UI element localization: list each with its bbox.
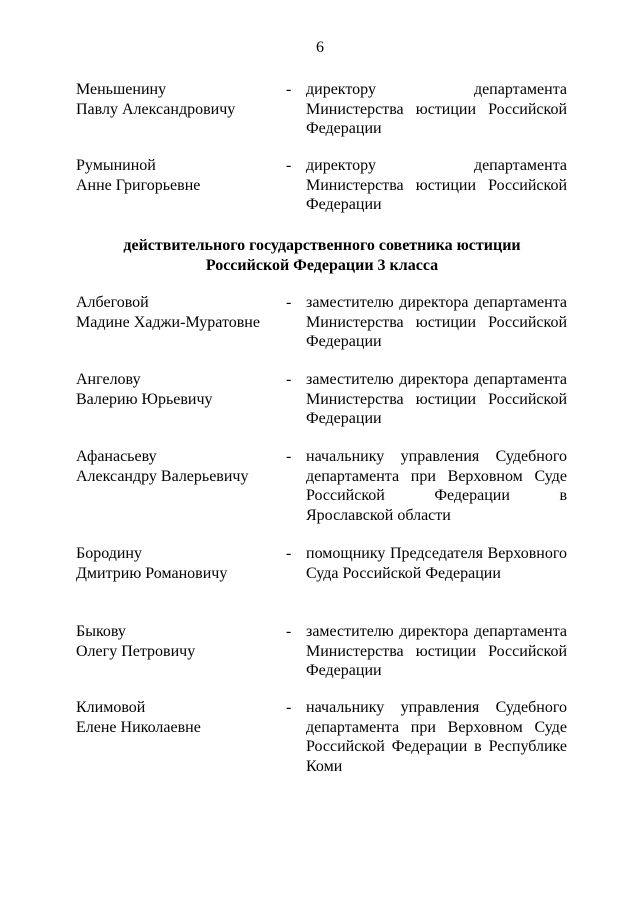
position-title: помощнику Председателя Верховного Суда Российской Федерации — [306, 545, 567, 582]
rank-heading-line-2: Российской Федерации 3 класса — [205, 256, 439, 274]
position-title: начальнику управления Судебного департамента при Верховном Суде Российской Федерации в Республике Коми — [306, 699, 567, 775]
surname: Климовой — [76, 699, 146, 716]
surname: Меньшенину — [76, 81, 167, 98]
position-title: заместителю директора департамента Министерства юстиции Российской Федерации — [306, 294, 567, 350]
position-title: заместителю директора департамента Министерства юстиции Российской Федерации — [306, 623, 567, 679]
rank-heading — [76, 236, 568, 275]
appointment-entry — [76, 156, 568, 236]
person-name — [76, 447, 281, 486]
person-name — [76, 698, 281, 737]
position-title: начальнику управления Судебного департамента при Верховном Суде Российской Федерации в Ярославской области — [306, 448, 567, 524]
surname: Быкову — [76, 623, 126, 640]
separator-dash: - — [286, 623, 292, 640]
separator-dash: - — [286, 81, 292, 98]
separator-dash: - — [286, 371, 292, 388]
rank-heading-line-1: действительного государственного советника юстиции — [123, 237, 521, 254]
appointment-entry — [76, 80, 568, 160]
person-name — [76, 80, 281, 119]
separator-dash: - — [286, 699, 292, 716]
given-names: Олегу Петровичу — [76, 642, 196, 660]
person-name — [76, 544, 281, 583]
person-name — [76, 622, 281, 661]
person-name — [76, 293, 281, 332]
appointment-entry — [76, 370, 568, 450]
given-names: Валерию Юрьевичу — [76, 390, 213, 408]
separator-dash: - — [286, 545, 292, 562]
surname: Румыниной — [76, 157, 156, 174]
person-name — [76, 156, 281, 195]
surname: Бородину — [76, 545, 142, 562]
given-names: Елене Николаевне — [76, 718, 201, 736]
given-names: Мадине Хаджи-Муратовне — [76, 313, 260, 331]
given-names: Дмитрию Романовичу — [76, 564, 228, 582]
page-number: 6 — [316, 39, 324, 56]
appointment-entry — [76, 293, 568, 373]
position-title: директору департамента Министерства юстиции Российской Федерации — [306, 157, 567, 213]
appointment-entry — [76, 622, 568, 702]
given-names: Анне Григорьевне — [76, 176, 201, 194]
separator-dash: - — [286, 294, 292, 311]
person-name — [76, 370, 281, 409]
surname: Афанасьеву — [76, 448, 157, 465]
surname: Ангелову — [76, 371, 141, 388]
given-names: Павлу Александровичу — [76, 100, 236, 118]
appointment-entry — [76, 698, 568, 778]
given-names: Александру Валерьевичу — [76, 467, 249, 485]
separator-dash: - — [286, 448, 292, 465]
position-title: заместителю директора департамента Министерства юстиции Российской Федерации — [306, 371, 567, 427]
separator-dash: - — [286, 157, 292, 174]
surname: Албеговой — [76, 294, 149, 311]
position-title: директору департамента Министерства юстиции Российской Федерации — [306, 81, 567, 137]
appointment-entry — [76, 447, 568, 527]
appointment-entry — [76, 544, 568, 624]
